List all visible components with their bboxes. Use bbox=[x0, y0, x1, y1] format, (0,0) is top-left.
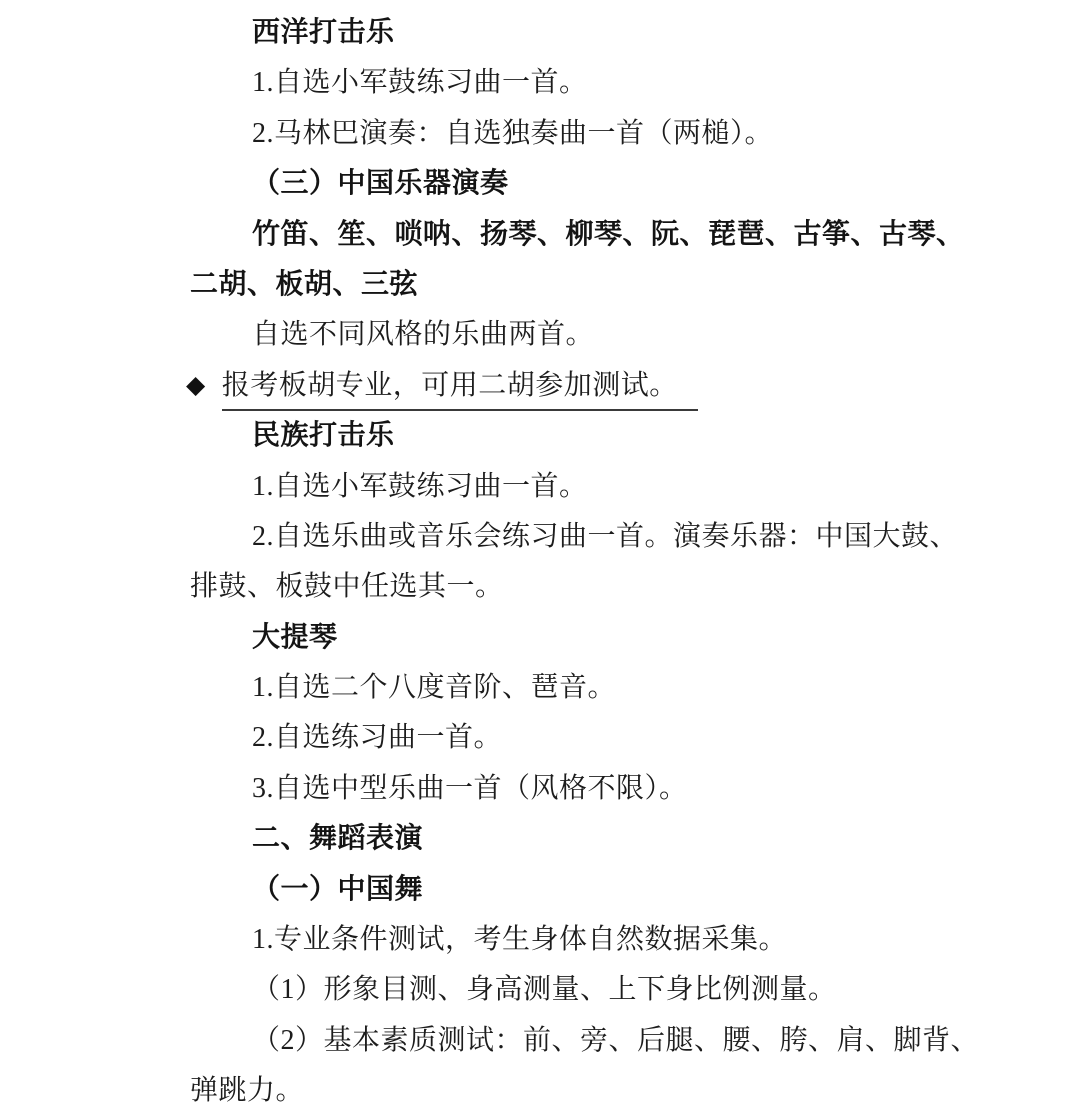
text-line bbox=[190, 663, 1000, 713]
heading-line bbox=[190, 260, 1000, 310]
text-line bbox=[190, 764, 1000, 814]
line-text: 1.自选二个八度音阶、琶音。 bbox=[252, 672, 617, 704]
text-line bbox=[190, 310, 1000, 360]
text-line bbox=[190, 462, 1000, 512]
line-text: 2.自选练习曲一首。 bbox=[252, 722, 503, 754]
line-text: 自选不同风格的乐曲两首。 bbox=[252, 319, 595, 351]
heading-line bbox=[190, 210, 1000, 260]
line-text: 2.自选乐曲或音乐会练习曲一首。演奏乐器：中国大鼓、 bbox=[252, 520, 959, 552]
line-text: 二胡、板胡、三弦 bbox=[190, 268, 419, 300]
diamond-bullet-icon: ◆ bbox=[186, 371, 206, 399]
heading-line bbox=[190, 865, 1000, 915]
text-line bbox=[190, 1066, 1000, 1108]
line-text: 报考板胡专业，可用二胡参加测试。 bbox=[222, 364, 698, 411]
line-text: 二、舞蹈表演 bbox=[252, 823, 424, 855]
text-line bbox=[190, 915, 1000, 965]
line-text: （1）形象目测、身高测量、上下身比例测量。 bbox=[252, 974, 837, 1006]
text-line bbox=[190, 512, 1000, 562]
text-line bbox=[190, 1016, 1000, 1066]
text-line bbox=[190, 109, 1000, 159]
heading-line bbox=[190, 411, 1000, 461]
text-line bbox=[190, 562, 1000, 612]
document-body bbox=[186, 8, 1000, 1108]
line-text: 2.马林巴演奏：自选独奏曲一首（两槌）。 bbox=[252, 117, 774, 149]
text-line bbox=[190, 713, 1000, 763]
line-text: 排鼓、板鼓中任选其一。 bbox=[190, 571, 504, 603]
line-text: （2）基本素质测试：前、旁、后腿、腰、胯、肩、脚背、 bbox=[252, 1024, 980, 1056]
line-text: 1.专业条件测试，考生身体自然数据采集。 bbox=[252, 924, 788, 956]
line-text: （一）中国舞 bbox=[252, 873, 424, 905]
heading-line bbox=[190, 8, 1000, 58]
text-line bbox=[190, 965, 1000, 1015]
heading-line bbox=[190, 159, 1000, 209]
line-text: 竹笛、笙、唢呐、扬琴、柳琴、阮、琵琶、古筝、古琴、 bbox=[252, 218, 965, 250]
note-line bbox=[186, 361, 1000, 411]
line-text: 1.自选小军鼓练习曲一首。 bbox=[252, 67, 588, 99]
line-text: 民族打击乐 bbox=[252, 420, 395, 452]
line-text: 西洋打击乐 bbox=[252, 17, 395, 48]
line-text: 大提琴 bbox=[252, 621, 338, 653]
line-text: 1.自选小军鼓练习曲一首。 bbox=[252, 470, 588, 502]
line-text: 3.自选中型乐曲一首（风格不限）。 bbox=[252, 772, 688, 804]
line-text: 弹跳力。 bbox=[190, 1075, 305, 1107]
heading-line bbox=[190, 814, 1000, 864]
text-line bbox=[190, 58, 1000, 108]
heading-line bbox=[190, 613, 1000, 663]
line-text: （三）中国乐器演奏 bbox=[252, 168, 509, 200]
